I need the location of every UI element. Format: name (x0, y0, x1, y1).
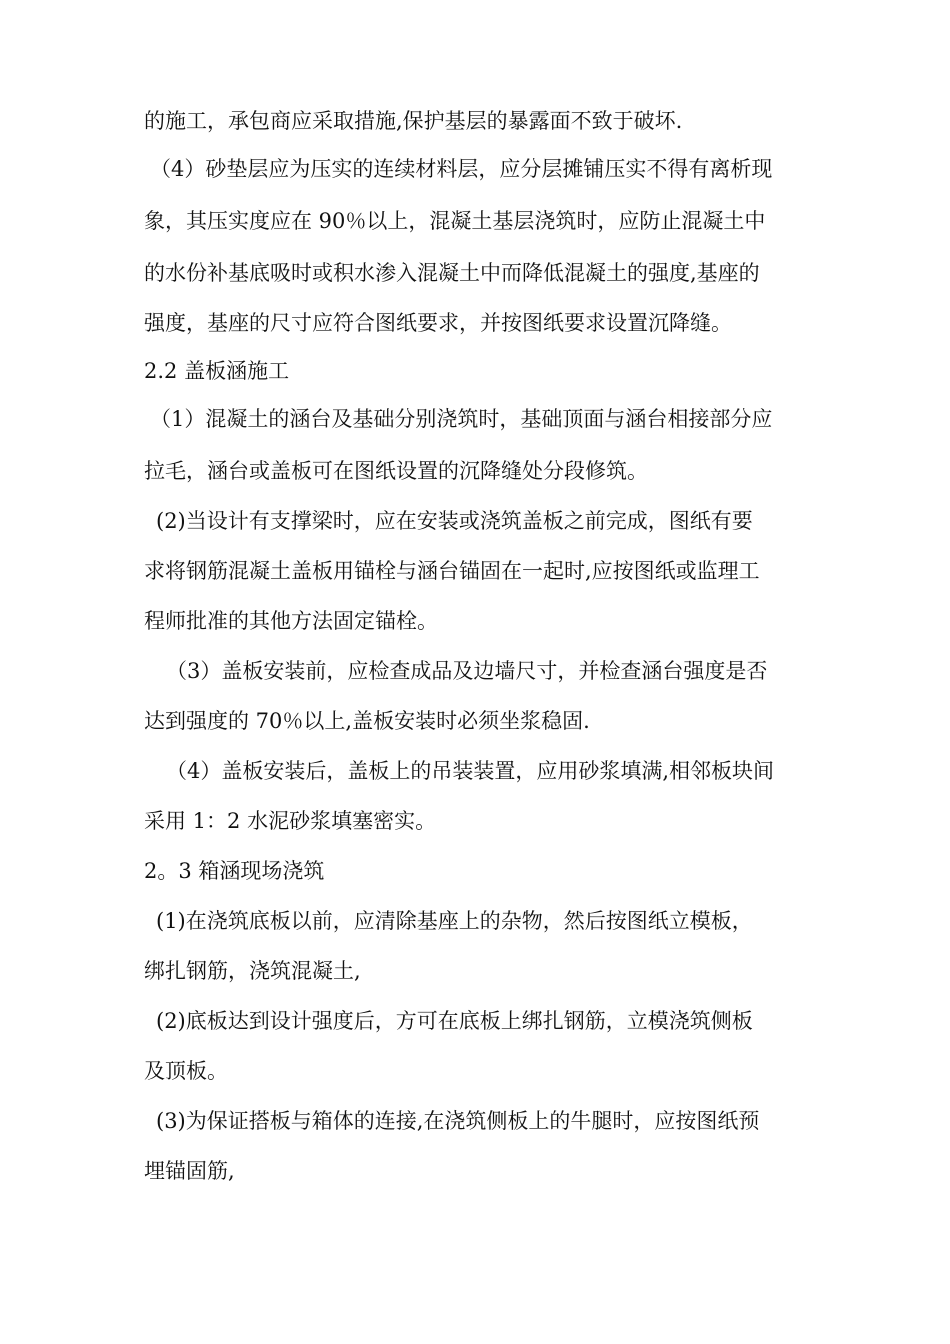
text-line-5: 强度，基座的尺寸应符合图纸要求，并按图纸要求设置沉降缝。 (144, 311, 732, 335)
section-heading-2-3: 2。3 箱涵现场浇筑 (144, 859, 325, 883)
text-line-15: 采用 1：2 水泥砂浆填塞密实。 (144, 809, 437, 833)
text-line-2: （4）砂垫层应为压实的连续材料层，应分层摊铺压实不得有离析现 (150, 157, 773, 181)
text-line-4: 的水份补基底吸时或积水渗入混凝土中而降低混凝土的强度,基座的 (144, 261, 760, 285)
text-line-11: 程师批准的其他方法固定锚栓。 (144, 609, 438, 633)
text-line-13: 达到强度的 70％以上,盖板安装时必须坐浆稳固. (144, 709, 590, 733)
text-line-9: (2)当设计有支撑梁时，应在安装或浇筑盖板之前完成，图纸有要 (156, 509, 753, 533)
text-line-14: （4）盖板安装后，盖板上的吊装装置，应用砂浆填满,相邻板块间 (166, 759, 775, 783)
text-line-18: 绑扎钢筋，浇筑混凝土, (144, 959, 361, 983)
text-line-8: 拉毛，涵台或盖板可在图纸设置的沉降缝处分段修筑。 (144, 459, 648, 483)
text-line-10: 求将钢筋混凝土盖板用锚栓与涵台锚固在一起时,应按图纸或监理工 (144, 559, 760, 583)
text-line-3: 象，其压实度应在 90％以上，混凝土基层浇筑时，应防止混凝土中 (144, 209, 766, 233)
text-line-7: （1）混凝土的涵台及基础分别浇筑时，基础顶面与涵台相接部分应 (150, 407, 773, 431)
text-line-17: (1)在浇筑底板以前，应清除基座上的杂物，然后按图纸立模板， (156, 909, 753, 933)
text-line-21: (3)为保证搭板与箱体的连接,在浇筑侧板上的牛腿时，应按图纸预 (156, 1109, 760, 1133)
text-line-1: 的施工，承包商应采取措施,保护基层的暴露面不致于破坏. (144, 109, 683, 133)
section-heading-2-2: 2.2 盖板涵施工 (144, 359, 290, 383)
text-line-20: 及顶板。 (144, 1059, 228, 1083)
text-line-19: (2)底板达到设计强度后，方可在底板上绑扎钢筋，立模浇筑侧板 (156, 1009, 753, 1033)
text-line-12: （3）盖板安装前，应检查成品及边墙尺寸，并检查涵台强度是否 (166, 659, 768, 683)
text-line-22: 埋锚固筋, (144, 1159, 235, 1183)
